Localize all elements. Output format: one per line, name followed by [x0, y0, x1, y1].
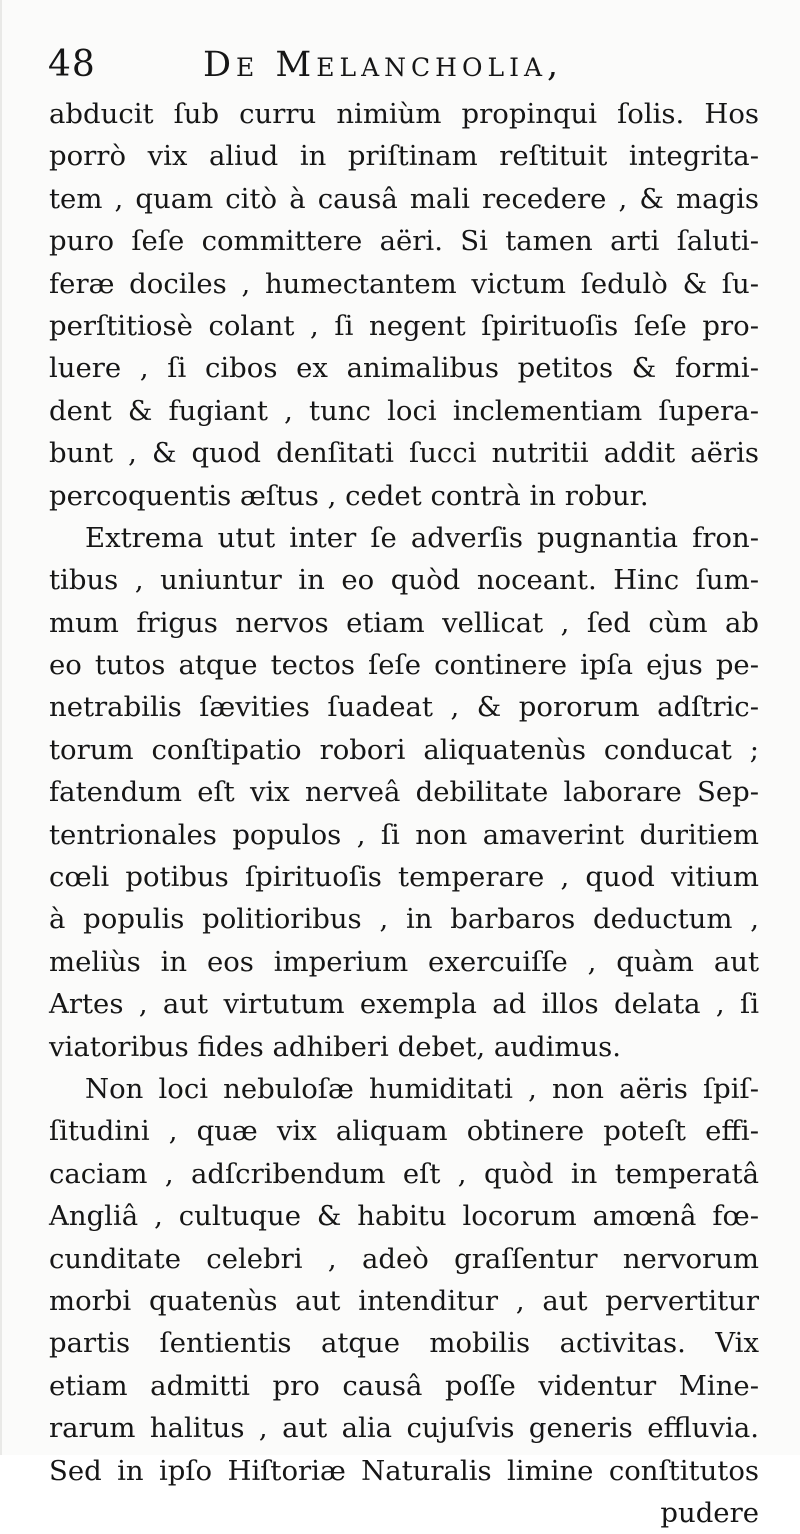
text-line: rarum halitus , aut alia cujuſvis generis effluvia.	[49, 1412, 759, 1445]
text-line: eo tutos atque tectos ſeſe continere ipſa ejus pe-	[49, 649, 759, 682]
paragraph-start-line: Non loci nebuloſæ humiditati , non aëris ſpiſ-	[85, 1072, 759, 1105]
paragraph-end-line: viatoribus fides adhiberi debet, audimus.	[49, 1030, 622, 1063]
text-line: puro ſeſe committere aëri. Si tamen arti ſaluti-	[49, 225, 759, 258]
text-line: dent & fugiant , tunc loci inclementiam ſupera-	[49, 394, 759, 427]
text-line: à populis politioribus , in barbaros deductum ,	[49, 903, 759, 936]
text-line: Artes , aut virtutum exempla ad illos delata , ſi	[49, 988, 759, 1021]
paragraph-start-line: Extrema utut inter ſe adverſis pugnantia fron-	[85, 521, 759, 554]
page-number: 48	[48, 44, 96, 85]
text-line: meliùs in eos imperium exercuiſſe , quàm aut	[49, 945, 759, 978]
page-header	[48, 42, 748, 88]
text-line: bunt , & quod denſitati ſucci nutritii addit aëris	[49, 437, 759, 470]
text-line: netrabilis ſævities ſuadeat , & pororum adſtric-	[49, 691, 759, 724]
text-line: ſitudini , quæ vix aliquam obtinere poteſt effi-	[49, 1115, 759, 1148]
text-line: tentrionales populos , ſi non amaverint duritiem	[49, 818, 759, 851]
text-line: cœli potibus ſpirituoſis temperare , quod vitium	[49, 861, 759, 894]
text-line: cunditate celebri , adeò graſſentur nervorum	[49, 1242, 759, 1275]
text-line: partis ſentientis atque mobilis activitas. Vix	[49, 1327, 759, 1360]
text-line: Sed in ipſo Hiſtoriæ Naturalis limine conſtitutos	[49, 1454, 759, 1487]
text-line: torum conſtipatio robori aliquatenùs conducat ;	[49, 733, 759, 766]
text-line: Angliâ , cultuque & habitu locorum amœnâ fœ-	[49, 1200, 759, 1233]
text-line: feræ dociles , humectantem victum ſedulò & ſu-	[49, 267, 759, 300]
text-line: mum frigus nervos etiam vellicat , ſed cùm ab	[49, 606, 759, 639]
body-text	[49, 93, 759, 1534]
text-line: caciam , adſcribendum eſt , quòd in temperatâ	[49, 1157, 759, 1190]
text-line: fatendum eſt vix nerveâ debilitate laborare Sep-	[49, 776, 759, 809]
text-line: tem , quam citò à causâ mali recedere , & magis	[49, 182, 759, 215]
text-line: tibus , uniuntur in eo quòd noceant. Hinc ſum-	[49, 564, 759, 597]
text-line: porrò vix aliud in priſtinam reſtituit integrita-	[49, 140, 759, 173]
text-line: abducit ſub curru nimiùm propinqui ſolis. Hos	[49, 98, 759, 130]
text-line: morbi quatenùs aut intenditur , aut pervertitur	[49, 1284, 759, 1317]
text-line: etiam admitti pro causâ poſſe videntur Mine-	[49, 1369, 759, 1402]
text-line: perſtitiosè colant , ſi negent ſpirituoſis ſeſe pro-	[49, 309, 759, 342]
running-title: De Melancholia,	[203, 45, 564, 85]
paragraph-end-line: percoquentis æſtus , cedet contrà in robur.	[49, 479, 649, 512]
text-line: luere , ſi cibos ex animalibus petitos & formi-	[49, 352, 759, 385]
catchword: pudere	[660, 1496, 759, 1529]
